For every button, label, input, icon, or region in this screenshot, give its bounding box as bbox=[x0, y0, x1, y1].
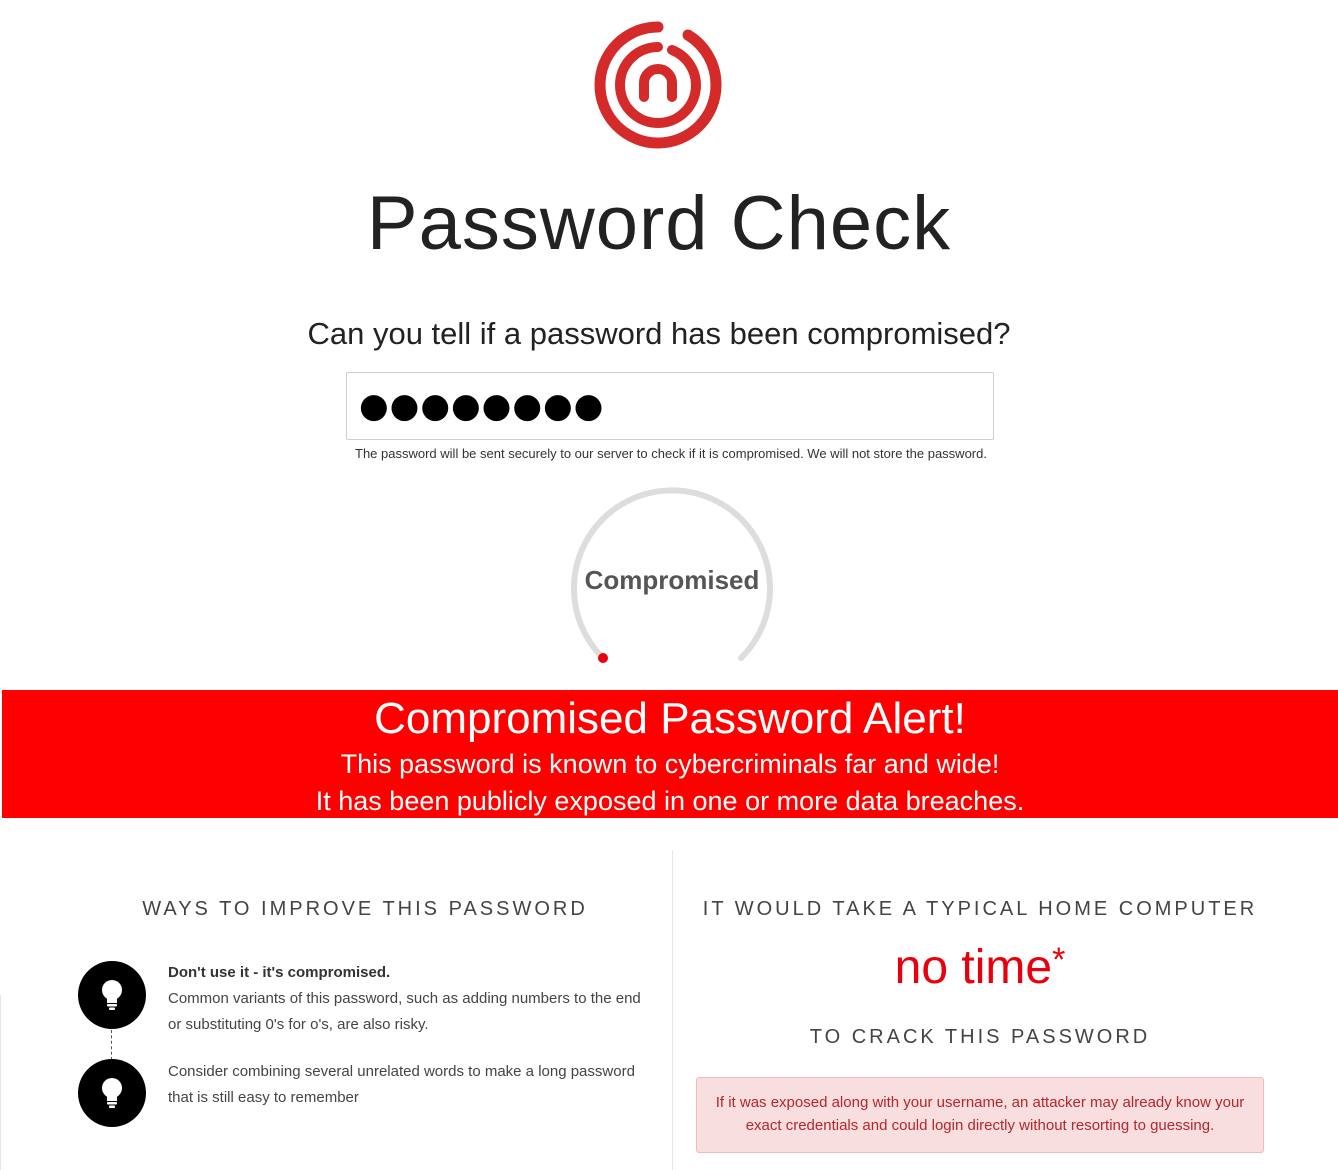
tips-connector bbox=[111, 1030, 112, 1060]
crack-time bbox=[700, 940, 1260, 995]
credential-warning-box: If it was exposed along with your username, an attacker may already know your exact credentials and could login directly without resorting to guessing. bbox=[696, 1077, 1264, 1153]
tip-item bbox=[168, 1059, 658, 1111]
tip-title: Don't use it - it's compromised. bbox=[168, 964, 391, 981]
maze-logo-icon bbox=[592, 19, 724, 151]
compromised-alert-banner bbox=[2, 690, 1338, 818]
crack-heading-bottom: TO CRACK THIS PASSWORD bbox=[809, 1026, 1151, 1048]
tip-body: Common variants of this password, such as adding numbers to the end or substituting 0's for o's, are also risky. bbox=[168, 990, 641, 1033]
alert-title: Compromised Password Alert! bbox=[374, 694, 966, 743]
alert-line-1: This password is known to cybercriminals far and wide! bbox=[340, 749, 1000, 779]
alert-line-2: It has been publicly exposed in one or more data breaches. bbox=[315, 786, 1025, 816]
crack-time-value: no time bbox=[894, 941, 1053, 994]
improve-heading: WAYS TO IMPROVE THIS PASSWORD bbox=[142, 898, 588, 920]
gauge-label: Compromised bbox=[584, 565, 760, 595]
tip-body: Consider combining several unrelated words to make a long password that is still easy to remember bbox=[168, 1063, 635, 1106]
lightbulb-icon bbox=[78, 961, 146, 1029]
page-title: Password Check bbox=[366, 181, 952, 266]
page-subtitle: Can you tell if a password has been compromised? bbox=[307, 316, 1011, 351]
password-input[interactable]: ●●●●●●●● bbox=[346, 372, 994, 440]
password-privacy-note: The password will be sent securely to our server to check if it is compromised. We will not store the password. bbox=[355, 446, 987, 461]
crack-time-asterisk: * bbox=[1052, 941, 1066, 979]
tip-item bbox=[168, 960, 658, 1038]
gauge-indicator bbox=[598, 653, 608, 663]
left-edge-divider bbox=[0, 995, 1, 1170]
crack-heading-top: IT WOULD TAKE A TYPICAL HOME COMPUTER bbox=[702, 898, 1258, 920]
lightbulb-icon bbox=[78, 1059, 146, 1127]
